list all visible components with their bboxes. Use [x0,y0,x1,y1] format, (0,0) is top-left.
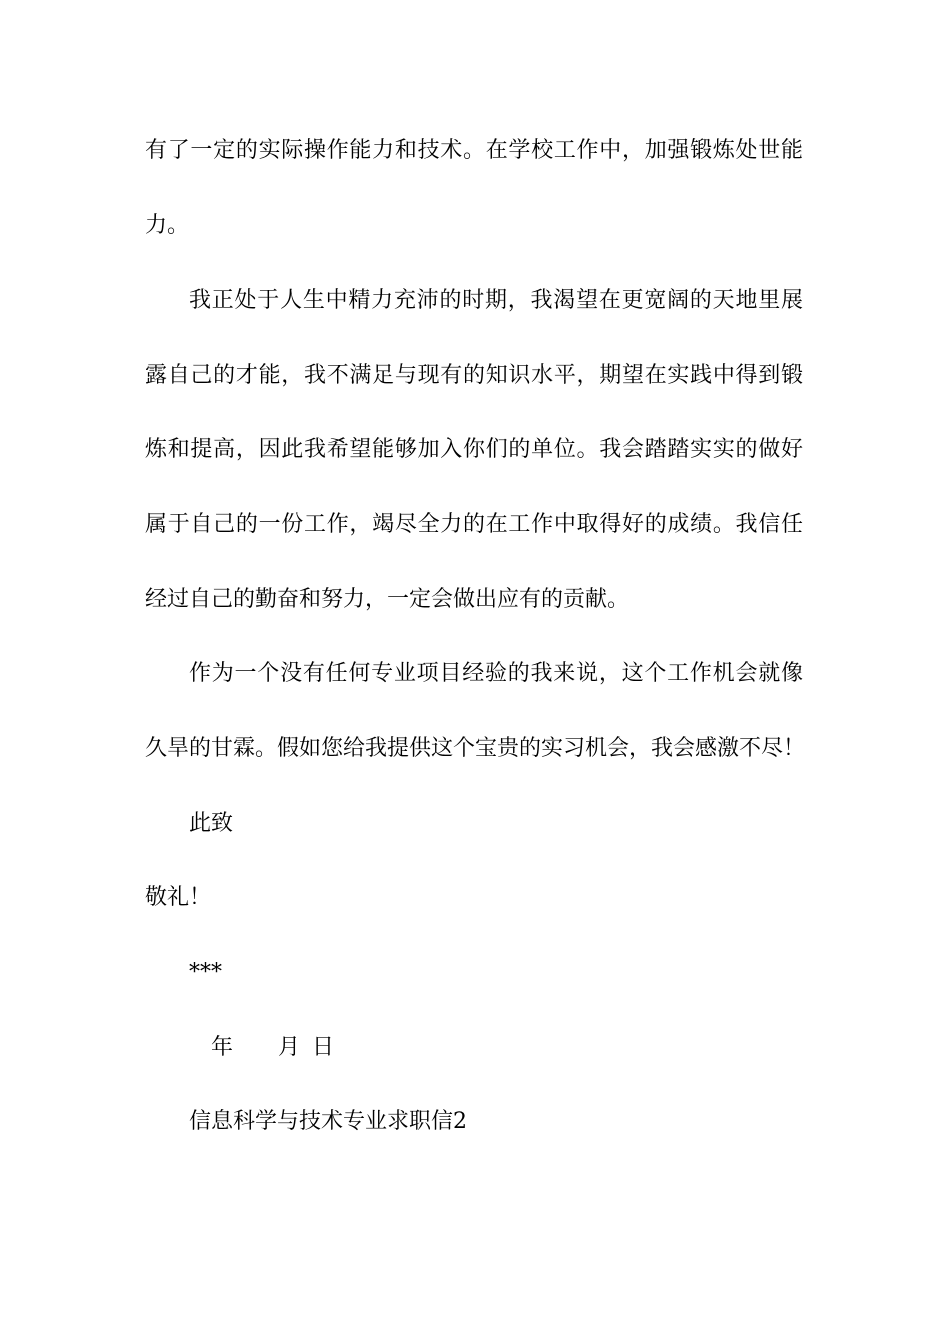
date-year: 年 [211,1035,234,1060]
body-line-8: 作为一个没有任何专业项目经验的我来说，这个工作机会就像 [189,661,803,686]
next-letter-title: 信息科学与技术专业求职信2 [189,1109,467,1134]
body-line-6: 属于自己的一份工作，竭尽全力的在工作中取得好的成绩。我信任 [145,512,803,537]
body-line-9: 久旱的甘霖。假如您给我提供这个宝贵的实习机会，我会感激不尽！ [145,736,806,761]
date-line [211,1033,334,1063]
body-line-3: 我正处于人生中精力充沛的时期，我渴望在更宽阔的天地里展 [189,288,803,313]
salute-text: 敬礼！ [145,885,212,910]
body-line-5: 炼和提高，因此我希望能够加入你们的单位。我会踏踏实实的做好 [145,437,803,462]
body-line-1: 有了一定的实际操作能力和技术。在学校工作中，加强锻炼处世能 [145,138,803,163]
body-line-2: 力。 [145,213,190,238]
closing-text: 此致 [189,811,234,836]
body-line-7: 经过自己的勤奋和努力，一定会做出应有的贡献。 [145,587,630,612]
body-line-4: 露自己的才能，我不满足与现有的知识水平，期望在实践中得到锻 [145,363,803,388]
date-month: 月 [278,1035,301,1060]
signature-text: *** [189,960,222,985]
date-day: 日 [312,1035,335,1060]
